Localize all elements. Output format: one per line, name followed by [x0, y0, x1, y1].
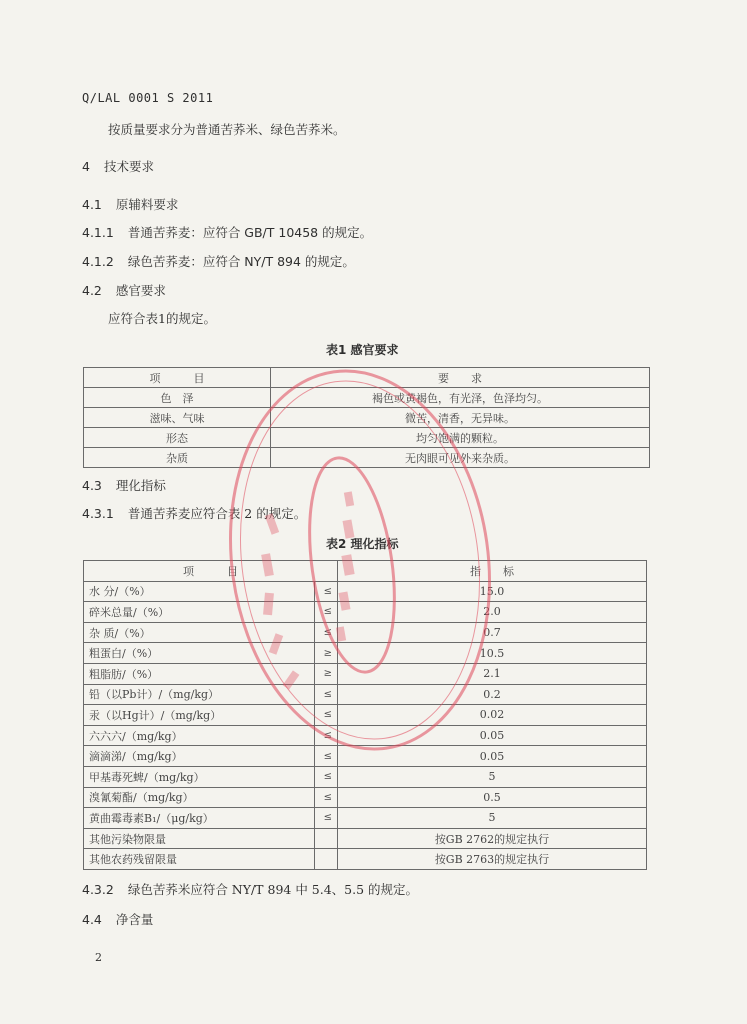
section-number: 4.3: [82, 478, 102, 493]
table-row: [84, 849, 647, 870]
clause-4-1-1: [82, 225, 372, 241]
comparator-cell: ≤: [315, 705, 338, 726]
section-4-4-heading: [82, 912, 153, 928]
clause-4-1-2: [82, 254, 355, 270]
table-row: [84, 388, 650, 408]
section-title: 理化指标: [115, 478, 166, 493]
comparator-cell: ≥: [315, 643, 338, 664]
comparator-cell: ≤: [315, 581, 338, 602]
comparator-cell: [315, 828, 338, 849]
section-4-1-heading: [82, 197, 178, 213]
item-cell: 六六六/（mg/kg）: [84, 725, 315, 746]
table-header-row: [84, 561, 647, 582]
item-cell: 粗脂肪/（%）: [84, 663, 315, 684]
header-cell: 指 标: [338, 561, 647, 582]
table-row: [84, 581, 647, 602]
item-cell: 铅（以Pb计）/（mg/kg）: [84, 684, 315, 705]
table-row: [84, 684, 647, 705]
comparator-cell: ≤: [315, 787, 338, 808]
table-row: [84, 828, 647, 849]
table-row: [84, 643, 647, 664]
value-cell: 2.1: [338, 663, 647, 684]
item-cell: 碎米总量/（%）: [84, 602, 315, 623]
value-cell: 15.0: [338, 581, 647, 602]
comparator-cell: ≤: [315, 684, 338, 705]
comparator-cell: ≥: [315, 663, 338, 684]
doc-code: Q/LAL 0001 S 2011: [82, 91, 214, 105]
page-number: 2: [95, 951, 102, 964]
table-row: [84, 663, 647, 684]
table-row: [84, 725, 647, 746]
header-cell: 要 求: [271, 368, 650, 388]
item-cell: 形态: [84, 428, 271, 448]
table-row: [84, 622, 647, 643]
item-cell: 其他农药残留限量: [84, 849, 315, 870]
comparator-cell: ≤: [315, 808, 338, 829]
clause-number: 4.1.2: [82, 254, 114, 269]
item-cell: 其他污染物限量: [84, 828, 315, 849]
value-cell: 0.5: [338, 787, 647, 808]
clause-number: 4.3.1: [82, 506, 114, 521]
section-4-3-heading: [82, 478, 166, 494]
clause-text: 普通苦荞麦应符合表 2 的规定。: [127, 506, 307, 521]
item-cell: 滋味、气味: [84, 408, 271, 428]
table-row: [84, 705, 647, 726]
clause-number: 4.3.2: [82, 882, 114, 897]
value-cell: 0.05: [338, 746, 647, 767]
section-number: 4.1: [82, 197, 102, 212]
section-4-heading: [82, 159, 154, 175]
intro-paragraph: 按质量要求分为普通苦荞米、绿色苦荞米。: [108, 122, 346, 137]
clause-text: 绿色苦荞麦：应符合 NY/T 894 的规定。: [127, 254, 355, 269]
table-row: [84, 787, 647, 808]
requirement-cell: 均匀饱满的颗粒。: [271, 428, 650, 448]
comparator-cell: ≤: [315, 602, 338, 623]
comparator-cell: ≤: [315, 622, 338, 643]
header-cell: 项 目: [84, 368, 271, 388]
requirement-cell: 褐色或黄褐色，有光泽，色泽均匀。: [271, 388, 650, 408]
item-cell: 水 分/（%）: [84, 581, 315, 602]
table-row: [84, 746, 647, 767]
value-cell: 0.2: [338, 684, 647, 705]
item-cell: 色 泽: [84, 388, 271, 408]
requirement-cell: 无肉眼可见外来杂质。: [271, 448, 650, 468]
section-title: 净含量: [115, 912, 154, 927]
clause-number: 4.1.1: [82, 225, 114, 240]
section-title: 感官要求: [115, 283, 166, 298]
clause-text: 绿色苦荞米应符合 NY/T 894 中 5.4、5.5 的规定。: [127, 882, 419, 897]
item-cell: 杂质: [84, 448, 271, 468]
table1-caption: 表1 感官要求: [326, 343, 399, 357]
sensory-requirements-table: [83, 367, 650, 468]
item-cell: 汞（以Hg计）/（mg/kg）: [84, 705, 315, 726]
section-number: 4.2: [82, 283, 102, 298]
table2-caption: 表2 理化指标: [326, 537, 399, 551]
table-row: [84, 448, 650, 468]
item-cell: 滴滴涕/（mg/kg）: [84, 746, 315, 767]
section-title: 技术要求: [103, 159, 154, 174]
value-cell: 0.02: [338, 705, 647, 726]
item-cell: 溴氰菊酯/（mg/kg）: [84, 787, 315, 808]
section-4-2-body: 应符合表1的规定。: [108, 311, 216, 326]
table-header-row: [84, 368, 650, 388]
item-cell: 黄曲霉毒素B₁/（μg/kg）: [84, 808, 315, 829]
table-row: [84, 428, 650, 448]
value-cell: 按GB 2763的规定执行: [338, 849, 647, 870]
section-4-2-heading: [82, 283, 166, 299]
comparator-cell: ≤: [315, 725, 338, 746]
item-cell: 粗蛋白/（%）: [84, 643, 315, 664]
item-cell: 杂 质/（%）: [84, 622, 315, 643]
table-row: [84, 602, 647, 623]
value-cell: 2.0: [338, 602, 647, 623]
clause-text: 普通苦荞麦：应符合 GB/T 10458 的规定。: [127, 225, 373, 240]
value-cell: 按GB 2762的规定执行: [338, 828, 647, 849]
comparator-cell: [315, 849, 338, 870]
value-cell: 0.7: [338, 622, 647, 643]
clause-4-3-2: [82, 882, 418, 898]
comparator-cell: ≤: [315, 766, 338, 787]
physicochemical-indicators-table: [83, 560, 647, 870]
table-row: [84, 408, 650, 428]
value-cell: 0.05: [338, 725, 647, 746]
table-row: [84, 808, 647, 829]
comparator-cell: ≤: [315, 746, 338, 767]
value-cell: 5: [338, 766, 647, 787]
section-title: 原辅料要求: [115, 197, 179, 212]
requirement-cell: 微苦，清香，无异味。: [271, 408, 650, 428]
value-cell: 5: [338, 808, 647, 829]
value-cell: 10.5: [338, 643, 647, 664]
item-cell: 甲基毒死蜱/（mg/kg）: [84, 766, 315, 787]
section-number: 4.4: [82, 912, 102, 927]
table-row: [84, 766, 647, 787]
header-cell: 项 目: [84, 561, 338, 582]
section-number: 4: [82, 159, 90, 174]
clause-4-3-1: [82, 506, 306, 522]
